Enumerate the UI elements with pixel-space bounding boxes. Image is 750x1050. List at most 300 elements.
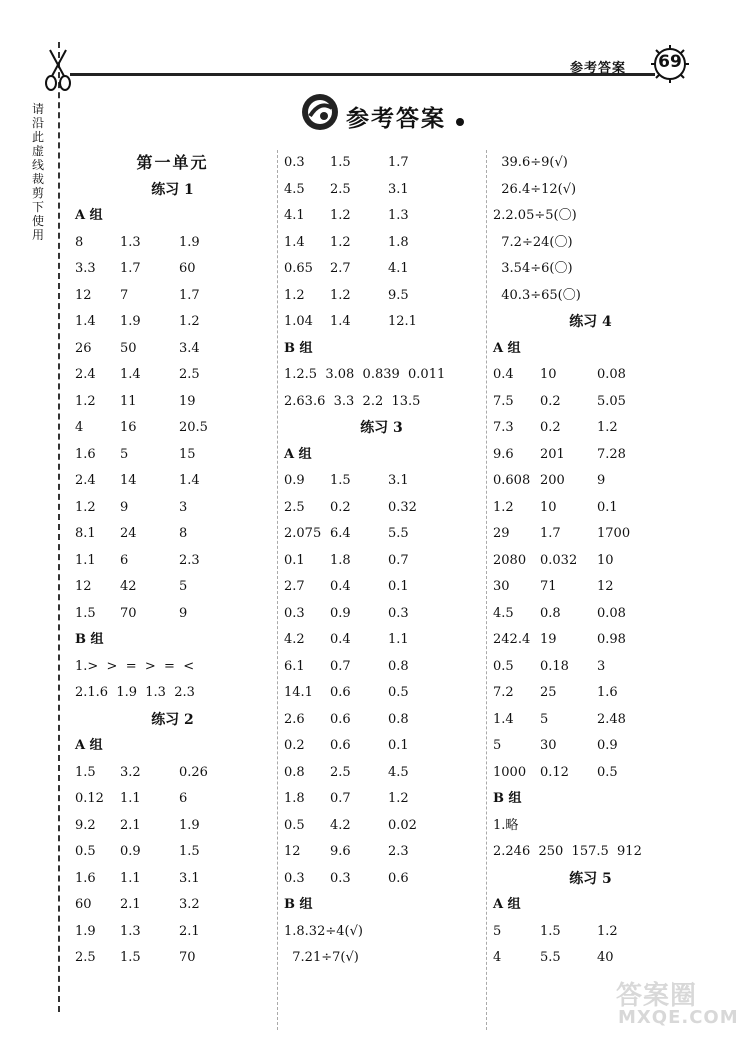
answer-row: [75, 415, 270, 442]
answer-cell: 0.26: [179, 764, 208, 780]
answer-cell: 0.9: [120, 844, 141, 859]
answer-cell: 0.5: [75, 844, 96, 859]
answer-cell: 7.5: [493, 393, 514, 409]
answer-cell: 1.5: [540, 923, 561, 939]
answer-row: [493, 919, 688, 946]
exercise-heading: 练习 5: [569, 870, 612, 887]
group-label: B 组: [75, 632, 104, 647]
answer-cell: 0.8: [388, 658, 409, 674]
answer-row: [493, 627, 688, 654]
answer-row: [75, 813, 270, 840]
answer-cell: 11: [120, 393, 137, 409]
answer-cell: 4.5: [388, 764, 409, 780]
answer-row: [75, 839, 270, 866]
answer-row: [75, 786, 270, 813]
answer-row: [75, 574, 270, 601]
answer-cell: 0.08: [597, 367, 626, 382]
answer-cell: 4: [493, 950, 502, 965]
answer-row: [493, 601, 688, 628]
answer-cell: 10: [540, 499, 557, 515]
answer-row: [75, 389, 270, 416]
answer-column-3: [493, 150, 688, 972]
answer-cell: 200: [540, 473, 565, 488]
answer-cell: 4: [75, 420, 84, 435]
group-label: A 组: [75, 208, 103, 223]
answer-cell: 60: [179, 261, 196, 276]
answer-row: [493, 707, 688, 734]
answer-line: 40.3÷65(〇): [493, 287, 581, 303]
answer-cell: 0.02: [388, 817, 417, 833]
answer-cell: 5: [540, 711, 549, 727]
answer-cell: 1.8: [330, 552, 351, 568]
answer-cell: 12: [75, 287, 92, 303]
answer-cell: 4.2: [330, 817, 351, 833]
answer-cell: 0.08: [597, 605, 626, 621]
answer-cell: 3: [597, 658, 606, 674]
answer-cell: 12: [284, 844, 301, 859]
answer-line: 2.1.6 1.9 1.3 2.3: [75, 685, 195, 700]
answer-row: [75, 468, 270, 495]
answer-row: [493, 415, 688, 442]
answer-cell: 10: [540, 367, 557, 382]
answer-cell: 1.7: [120, 261, 141, 276]
answer-row: [75, 892, 270, 919]
answer-cell: 2.5: [284, 499, 305, 515]
answer-cell: 1.5: [75, 764, 96, 780]
answer-cell: 7.3: [493, 420, 514, 435]
answer-cell: 1.7: [388, 155, 409, 170]
answer-cell: 1.4: [179, 473, 200, 488]
answer-cell: 8: [179, 526, 188, 541]
answer-cell: 14.1: [284, 685, 313, 700]
answer-cell: 2.1: [179, 923, 200, 939]
answer-cell: 2.075: [284, 526, 322, 541]
answer-cell: 1.3: [120, 923, 141, 939]
answer-cell: 1.9: [179, 234, 200, 250]
answer-cell: 24: [120, 526, 137, 541]
answer-cell: 5.05: [597, 393, 626, 409]
answer-cell: 3.2: [120, 764, 141, 780]
answer-cell: 0.65: [284, 261, 313, 276]
answer-cell: 19: [540, 632, 557, 647]
answer-column-2: [284, 150, 479, 972]
answer-cell: 12: [597, 579, 614, 594]
answer-cell: 9.5: [388, 287, 409, 303]
group-label: A 组: [493, 340, 521, 356]
header-rule: [70, 73, 655, 76]
answer-cell: 0.4: [493, 367, 514, 382]
answer-row: [493, 468, 688, 495]
group-label: A 组: [493, 897, 521, 912]
answer-cell: 1.1: [120, 870, 141, 886]
answer-cell: 0.7: [330, 791, 351, 806]
answer-cell: 2.4: [75, 367, 96, 382]
group-label: B 组: [284, 340, 313, 356]
answer-cell: 0.2: [284, 738, 305, 753]
answer-row: [75, 866, 270, 893]
answer-line: 1.2.5 3.08 0.839 0.011: [284, 367, 446, 382]
answer-cell: 8.1: [75, 526, 96, 541]
answer-cell: 2.7: [284, 579, 305, 594]
answer-row: [284, 707, 479, 734]
answer-cell: 0.3: [284, 155, 305, 170]
answer-cell: 40: [597, 950, 614, 965]
answer-row: [284, 574, 479, 601]
answer-cell: 5: [493, 923, 502, 939]
answer-cell: 0.9: [284, 473, 305, 488]
answer-row: [493, 733, 688, 760]
answer-row: [493, 389, 688, 416]
answer-cell: 1.4: [330, 314, 351, 329]
answer-cell: 71: [540, 579, 557, 594]
group-label: B 组: [493, 791, 522, 806]
answer-cell: 0.032: [540, 552, 578, 568]
answer-cell: 0.5: [493, 658, 514, 674]
answer-cell: 0.8: [284, 764, 305, 780]
answer-cell: 3.1: [388, 473, 409, 488]
answer-cell: 1.2: [330, 208, 351, 223]
answer-cell: 1.8: [388, 234, 409, 250]
header-title: 参考答案: [570, 61, 627, 76]
answer-cell: 25: [540, 685, 557, 700]
answer-cell: 1.9: [120, 314, 141, 329]
answer-line: 2.2.05÷5(〇): [493, 208, 577, 223]
answer-cell: 4.1: [388, 261, 409, 276]
answer-cell: 0.2: [540, 420, 561, 435]
answer-cell: 0.3: [284, 605, 305, 621]
answer-cell: 1.2: [330, 234, 351, 250]
answer-cell: 30: [493, 579, 510, 594]
answer-cell: 42: [120, 579, 137, 594]
answer-cell: 0.3: [284, 870, 305, 886]
answer-cell: 0.6: [330, 685, 351, 700]
answer-cell: 2080: [493, 552, 527, 568]
answer-row: [75, 919, 270, 946]
answer-cell: 1.7: [540, 526, 561, 541]
answer-row: [75, 256, 270, 283]
answer-row: [75, 336, 270, 363]
answer-row: [75, 283, 270, 310]
answer-cell: 9: [120, 499, 129, 515]
banner-title: 参考答案: [346, 105, 446, 132]
answer-row: [284, 760, 479, 787]
answer-cell: 0.12: [75, 791, 104, 806]
answer-cell: 0.608: [493, 473, 531, 488]
answer-cell: 1.5: [330, 155, 351, 170]
answer-cell: 0.7: [330, 658, 351, 674]
answer-cell: 1.1: [388, 632, 409, 647]
answer-row: [284, 654, 479, 681]
answer-cell: 1.2: [493, 499, 514, 515]
answer-row: [493, 760, 688, 787]
answer-cell: 3.4: [179, 340, 200, 356]
answer-row: [284, 256, 479, 283]
answer-cell: 0.6: [388, 870, 409, 886]
answer-cell: 1.6: [75, 446, 96, 462]
answer-cell: 0.8: [540, 605, 561, 621]
answer-cell: 1.2: [75, 393, 96, 409]
answer-cell: 1.2: [179, 314, 200, 329]
answer-cell: 1.5: [75, 605, 96, 621]
cut-line: [58, 42, 60, 1012]
answer-cell: 0.12: [540, 764, 569, 780]
answer-cell: 1700: [597, 526, 631, 541]
answer-row: [284, 866, 479, 893]
answer-cell: 0.4: [330, 579, 351, 594]
answer-cell: 201: [540, 446, 565, 462]
answer-cell: 0.18: [540, 658, 569, 674]
exercise-heading: 练习 1: [151, 181, 194, 198]
answer-cell: 0.5: [388, 685, 409, 700]
answer-cell: 19: [179, 393, 196, 409]
answer-cell: 7: [120, 287, 129, 303]
answer-cell: 1.9: [75, 923, 96, 939]
answer-cell: 0.2: [330, 499, 351, 515]
answer-cell: 5.5: [540, 950, 561, 965]
answer-cell: 1.7: [179, 287, 200, 303]
group-label: A 组: [75, 738, 103, 753]
group-label: B 组: [284, 897, 313, 912]
answer-cell: 0.1: [388, 579, 409, 594]
answer-row: [284, 601, 479, 628]
answer-row: [75, 521, 270, 548]
answer-cell: 26: [75, 340, 92, 356]
answer-cell: 1.2: [597, 923, 618, 939]
answer-cell: 10: [597, 552, 614, 568]
answer-key-logo-icon: [298, 92, 342, 132]
answer-line: 26.4÷12(√): [493, 181, 577, 197]
answer-cell: 16: [120, 420, 137, 435]
answer-cell: 2.4: [75, 473, 96, 488]
answer-cell: 0.3: [388, 605, 409, 621]
answer-row: [284, 786, 479, 813]
answer-cell: 0.4: [330, 632, 351, 647]
answer-line: 7.2÷24(〇): [493, 234, 573, 250]
answer-cell: 4.5: [493, 605, 514, 621]
answer-cell: 2.3: [179, 552, 200, 568]
answer-row: [284, 283, 479, 310]
answer-cell: 0.5: [597, 764, 618, 780]
answer-cell: 20.5: [179, 420, 208, 435]
answer-row: [75, 362, 270, 389]
answer-line: 39.6÷9(√): [493, 155, 568, 170]
answer-cell: 1.5: [330, 473, 351, 488]
answer-cell: 9.6: [493, 446, 514, 462]
answer-cell: 1.8: [284, 791, 305, 806]
answer-cell: 9: [597, 473, 606, 488]
answer-cell: 2.6: [284, 711, 305, 727]
answer-line: 2.63.6 3.3 2.2 13.5: [284, 393, 421, 409]
answer-line: 7.21÷7(√): [284, 950, 359, 965]
answer-row: [284, 203, 479, 230]
watermark-url: MXQE.COM: [618, 1007, 739, 1028]
answer-cell: 3.1: [179, 870, 200, 886]
answer-cell: 5.5: [388, 526, 409, 541]
answer-cell: 2.5: [330, 764, 351, 780]
answer-cell: 1.4: [120, 367, 141, 382]
answer-cell: 1.2: [75, 499, 96, 515]
answer-cell: 1.4: [75, 314, 96, 329]
answer-row: [75, 945, 270, 972]
answer-cell: 2.48: [597, 711, 626, 727]
answer-cell: 1.6: [597, 685, 618, 700]
answer-cell: 2.1: [120, 817, 141, 833]
answer-cell: 0.2: [540, 393, 561, 409]
cut-instruction: 请沿此虚线裁剪下使用: [31, 102, 44, 242]
column-divider: [277, 150, 278, 1030]
answer-cell: 0.98: [597, 632, 626, 647]
answer-row: [284, 627, 479, 654]
group-label: A 组: [284, 446, 312, 462]
answer-row: [284, 230, 479, 257]
answer-row: [493, 521, 688, 548]
answer-row: [75, 495, 270, 522]
answer-cell: 1.3: [388, 208, 409, 223]
answer-row: [493, 680, 688, 707]
answer-cell: 1.1: [120, 791, 141, 806]
answer-cell: 2.5: [75, 950, 96, 965]
answer-cell: 1.5: [120, 950, 141, 965]
answer-row: [493, 442, 688, 469]
answer-cell: 4.1: [284, 208, 305, 223]
answer-cell: 3.1: [388, 181, 409, 197]
answer-cell: 3.3: [75, 261, 96, 276]
answer-cell: 50: [120, 340, 137, 356]
answer-cell: 2.5: [179, 367, 200, 382]
answer-row: [284, 548, 479, 575]
answer-cell: 14: [120, 473, 137, 488]
answer-row: [75, 442, 270, 469]
answer-cell: 3: [179, 499, 188, 515]
answer-row: [75, 309, 270, 336]
page-number: 69: [658, 52, 682, 72]
watermark: [612, 975, 737, 1035]
answer-cell: 9: [179, 605, 188, 621]
answer-cell: 0.9: [330, 605, 351, 621]
answer-line: 3.54÷6(〇): [493, 261, 573, 276]
answer-row: [493, 574, 688, 601]
answer-cell: 1.9: [179, 817, 200, 833]
answer-cell: 0.7: [388, 552, 409, 568]
answer-cell: 0.32: [388, 499, 417, 515]
answer-cell: 9.6: [330, 844, 351, 859]
answer-line: 1.8.32÷4(√): [284, 923, 363, 939]
answer-row: [75, 760, 270, 787]
answer-cell: 0.1: [388, 738, 409, 753]
answer-cell: 8: [75, 234, 84, 250]
answer-cell: 1.6: [75, 870, 96, 886]
answer-cell: 4.5: [284, 181, 305, 197]
answer-cell: 12.1: [388, 314, 417, 329]
answer-row: [284, 521, 479, 548]
answer-cell: 9.2: [75, 817, 96, 833]
answer-cell: 2.1: [120, 897, 141, 912]
answer-row: [284, 839, 479, 866]
answer-cell: 1.5: [179, 844, 200, 859]
answer-row: [75, 230, 270, 257]
answer-cell: 30: [540, 738, 557, 753]
answer-cell: 5: [179, 579, 188, 594]
answer-cell: 0.3: [330, 870, 351, 886]
unit-title: 第一单元: [136, 153, 209, 172]
answer-row: [284, 468, 479, 495]
answer-row: [493, 362, 688, 389]
answer-cell: 2.5: [330, 181, 351, 197]
answer-cell: 6: [120, 552, 129, 568]
answer-cell: 0.6: [330, 711, 351, 727]
answer-row: [493, 654, 688, 681]
answer-column-1: [75, 150, 270, 972]
answer-cell: 1.1: [75, 552, 96, 568]
answer-row: [284, 813, 479, 840]
answer-row: [75, 601, 270, 628]
banner-dot: [456, 118, 464, 126]
answer-cell: 6.4: [330, 526, 351, 541]
exercise-heading: 练习 2: [151, 711, 194, 728]
watermark-logo-text: 答案圈: [616, 981, 698, 1011]
answer-cell: 1.4: [493, 711, 514, 727]
answer-cell: 1.2: [284, 287, 305, 303]
answer-cell: 1.04: [284, 314, 313, 329]
answer-cell: 1.4: [284, 234, 305, 250]
scissors-icon: [44, 48, 72, 92]
answer-cell: 1000: [493, 764, 527, 780]
answer-cell: 0.1: [284, 552, 305, 568]
answer-cell: 70: [120, 605, 137, 621]
answer-cell: 1.3: [120, 234, 141, 250]
answer-cell: 60: [75, 897, 92, 912]
answer-cell: 0.6: [330, 738, 351, 753]
answer-cell: 1.2: [330, 287, 351, 303]
answer-cell: 2.3: [388, 844, 409, 859]
answer-cell: 0.5: [284, 817, 305, 833]
answer-row: [284, 309, 479, 336]
answer-row: [284, 177, 479, 204]
answer-row: [75, 548, 270, 575]
answer-cell: 4.2: [284, 632, 305, 647]
answer-row: [493, 945, 688, 972]
answer-cell: 5: [493, 738, 502, 753]
answer-cell: 7.28: [597, 446, 626, 462]
answer-cell: 6.1: [284, 658, 305, 674]
answer-cell: 0.8: [388, 711, 409, 727]
answer-cell: 7.2: [493, 685, 514, 700]
answer-cell: 15: [179, 446, 196, 462]
exercise-heading: 练习 4: [569, 314, 612, 330]
answer-cell: 0.1: [597, 499, 618, 515]
answer-row: [284, 733, 479, 760]
answer-cell: 70: [179, 950, 196, 965]
column-divider: [486, 150, 487, 1030]
exercise-heading: 练习 3: [360, 420, 403, 436]
answer-cell: 5: [120, 446, 129, 462]
answer-cell: 3.2: [179, 897, 200, 912]
answer-cell: 2.7: [330, 261, 351, 276]
answer-row: [284, 495, 479, 522]
answer-cell: 242.4: [493, 632, 531, 647]
answer-cell: 6: [179, 791, 188, 806]
answer-cell: 12: [75, 579, 92, 594]
answer-row: [284, 680, 479, 707]
answer-row: [493, 548, 688, 575]
answer-line: 1.> > = > = <: [75, 658, 195, 674]
answer-row: [493, 495, 688, 522]
answer-row: [284, 150, 479, 177]
answer-cell: 29: [493, 526, 510, 541]
answer-cell: 0.9: [597, 738, 618, 753]
answer-line: 1.略: [493, 817, 519, 833]
answer-cell: 1.2: [388, 791, 409, 806]
